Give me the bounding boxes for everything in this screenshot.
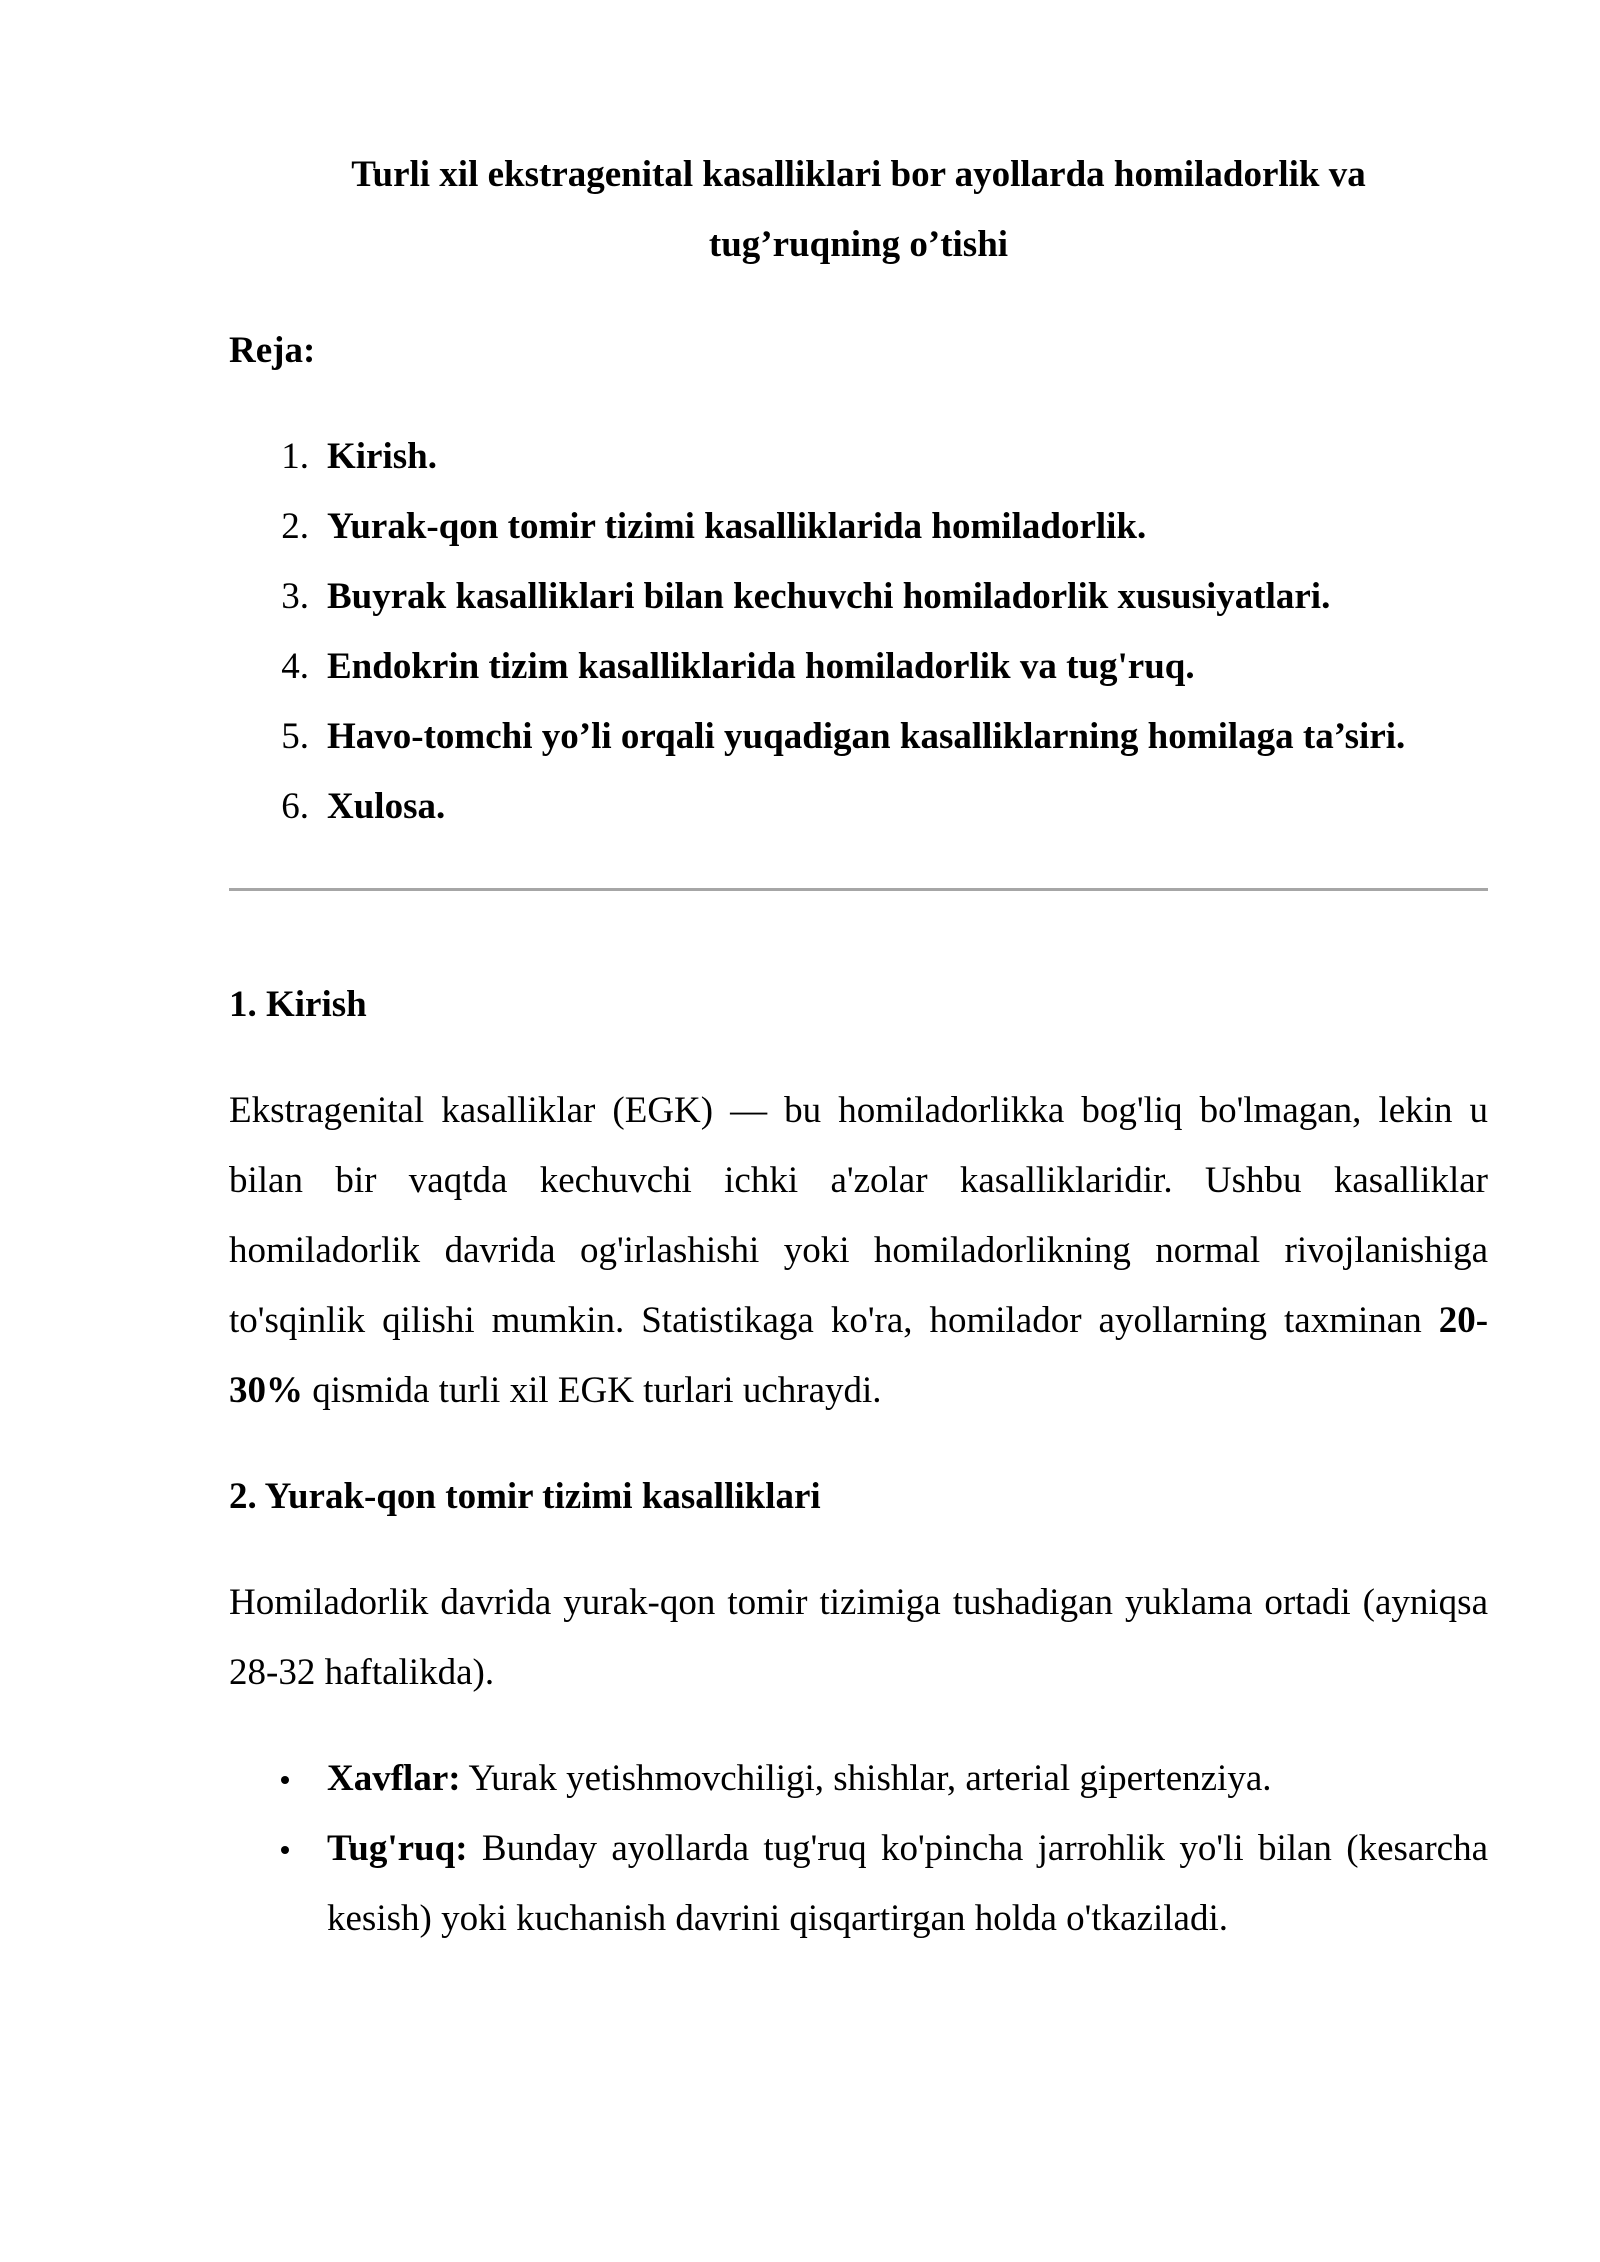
plan-item-number: 4. xyxy=(281,646,309,687)
plan-item-1 xyxy=(229,422,1488,492)
bullet-dot-icon xyxy=(229,1814,327,1954)
plan-item-3 xyxy=(229,562,1488,632)
plan-item-text: Buyrak kasalliklari bilan kechuvchi homiladorlik xususiyatlari. xyxy=(327,576,1331,617)
section-paragraph-kirish xyxy=(229,1076,1488,1426)
bullet-label: Xavflar: xyxy=(327,1758,461,1799)
bullet-text xyxy=(327,1814,1488,1954)
bullet-body: Bunday ayollarda tug'ruq ko'pincha jarrohlik yo'li bilan (kesarcha kesish) yoki kuchanish davrini qisqartirgan holda o'tkaziladi. xyxy=(327,1828,1489,1939)
section-heading-yurak: 2. Yurak-qon tomir tizimi kasalliklari xyxy=(229,1476,821,1517)
plan-item-4 xyxy=(229,632,1488,702)
bullet-dot-icon xyxy=(229,1744,327,1814)
plan-label: Reja: xyxy=(229,330,316,371)
plan-item-text: Kirish. xyxy=(327,436,437,477)
bullet-item-tugruq xyxy=(229,1814,1488,1954)
paragraph-text: Ekstragenital kasalliklar (EGK) — bu homiladorlikka bog'liq bo'lmagan, lekin u bilan bir vaqtda kechuvchi ichki a'zolar kasalliklaridir. Ushbu kasalliklar homiladorlik davrida og'irlashishi yoki homiladorlikning normal rivojlanishiga to'sqinlik qilishi mumkin. Statistikaga ko'ra, homilador ayollarning taxminan xyxy=(229,1090,1488,1341)
plan-item-text: Xulosa. xyxy=(327,786,446,827)
plan-item-5 xyxy=(229,702,1488,772)
plan-item-number: 5. xyxy=(281,716,309,757)
plan-item-2 xyxy=(229,492,1488,562)
title-line-1: Turli xil ekstragenital kasalliklari bor ayollarda homiladorlik va xyxy=(351,154,1366,195)
plan-item-6 xyxy=(229,772,1488,842)
title-line-2: tug’ruqning o’tishi xyxy=(708,224,1009,265)
plan-item-number: 2. xyxy=(281,506,309,547)
horizontal-divider xyxy=(229,888,1488,891)
plan-item-text: Endokrin tizim kasalliklarida homiladorlik va tug'ruq. xyxy=(327,646,1195,687)
document-page xyxy=(229,140,1488,1954)
section-paragraph-yurak: Homiladorlik davrida yurak-qon tomir tizimiga tushadigan yuklama ortadi (ayniqsa 28-32 haftalikda). xyxy=(229,1582,1488,1693)
plan-item-text: Havo-tomchi yo’li orqali yuqadigan kasalliklarning homilaga ta’siri. xyxy=(327,716,1406,757)
bullet-text xyxy=(327,1744,1488,1814)
plan-item-text: Yurak-qon tomir tizimi kasalliklarida homiladorlik. xyxy=(327,506,1147,547)
plan-item-number: 6. xyxy=(281,786,309,827)
plan-item-number: 1. xyxy=(281,436,309,477)
section-heading-kirish: 1. Kirish xyxy=(229,984,367,1025)
plan-item-number: 3. xyxy=(281,576,309,617)
bullet-item-xavflar xyxy=(229,1744,1488,1814)
bullet-label: Tug'ruq: xyxy=(327,1828,468,1869)
paragraph-text: qismida turli xil EGK turlari uchraydi. xyxy=(312,1370,882,1411)
paragraph-emphasis: 20-30% xyxy=(229,1300,1489,1411)
bullet-body: Yurak yetishmovchiligi, shishlar, arterial gipertenziya. xyxy=(468,1758,1272,1799)
bullet-list xyxy=(229,1744,1488,1954)
plan-list xyxy=(229,422,1488,842)
document-title xyxy=(229,140,1488,280)
